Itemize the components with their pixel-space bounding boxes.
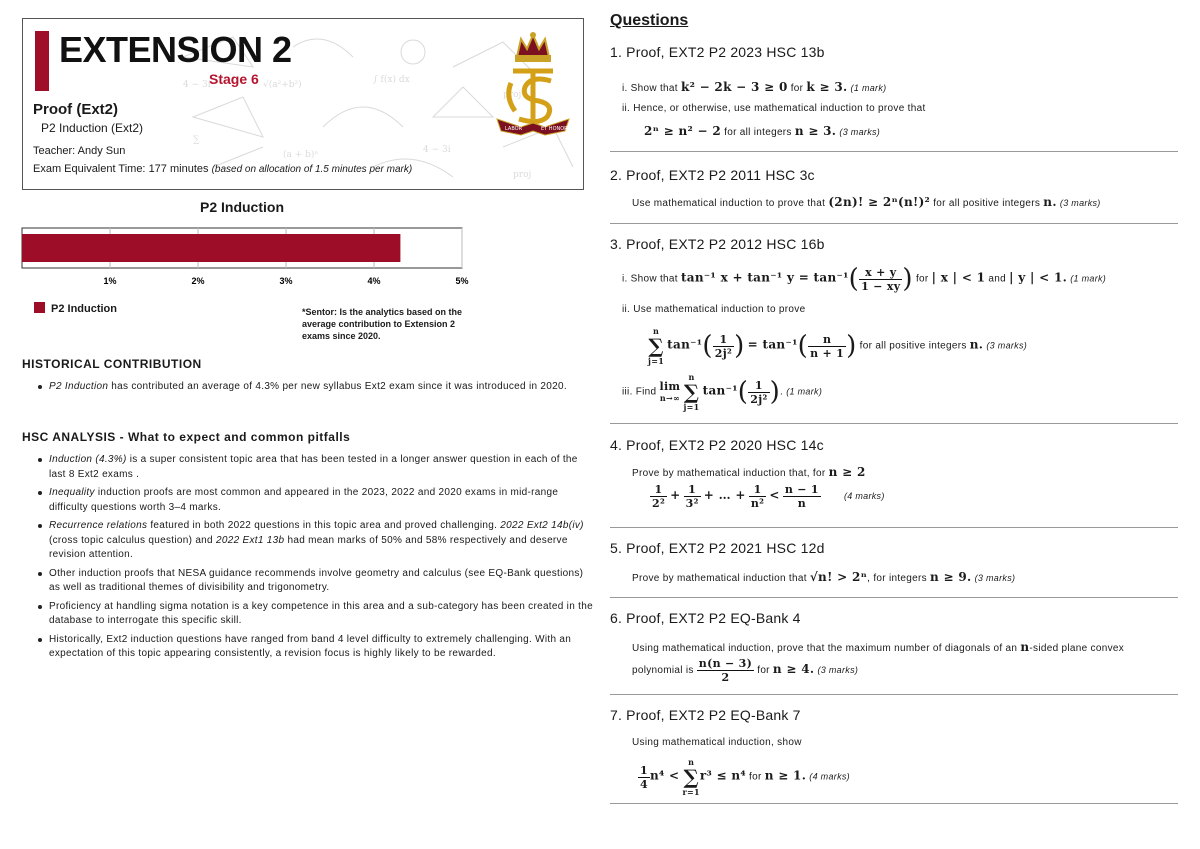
x-tick-label: 2% [191, 276, 205, 286]
crest-motto-right: ET HONOR [541, 126, 568, 132]
svg-text:proj: proj [513, 170, 532, 180]
svg-text:∫ f(x) dx: ∫ f(x) dx [373, 75, 410, 85]
svg-text:4 − 3i: 4 − 3i [423, 145, 451, 155]
question-statement: Using mathematical induction, prove that the maximum number of diagonals of an n-sided plane convex [632, 640, 1125, 654]
question-inequality: $\frac{1}{\text{2²}}$ + $\frac{1}{\text{3²}}$ + … + $\frac{1}{\text{n²}}$ < $\frac{n - 1}{n}$ (4 marks) [652, 483, 885, 510]
accent-bar [35, 31, 49, 91]
question-4 [610, 437, 1178, 528]
exam-time-line [33, 163, 412, 175]
list-item [36, 380, 588, 395]
question-6 [610, 610, 1178, 695]
hsc-analysis-heading: HSC ANALYSIS - What to expect and common pitfalls [22, 430, 351, 444]
legend-swatch [34, 302, 45, 313]
question-title: 5. Proof, EXT2 P2 2021 HSC 12d [610, 540, 825, 556]
chart-title: P2 Induction [200, 199, 284, 215]
x-tick-label: 1% [103, 276, 117, 286]
list-item: Proficiency at handling sigma notation is a key competence in this area and a sub-category has been created in the database to interrogate this specific skill. [36, 600, 596, 629]
historical-heading: HISTORICAL CONTRIBUTION [22, 357, 202, 371]
exam-time-note: (based on allocation of 1.5 minutes per mark) [211, 164, 413, 175]
question-5 [610, 540, 1178, 598]
question-part-i: i. Show that k² − 2k − 3 ≥ 0 for k ≥ 3. (1 mark) [622, 80, 887, 94]
svg-text:(a + b)ⁿ: (a + b)ⁿ [283, 150, 319, 160]
question-part-i: i. Show that tan⁻¹ x + tan⁻¹ y = tan⁻¹( $\frac{x + y}{1 - xy}$ ) for | x | < 1 and | y | < 1. (1 mark) [622, 264, 1107, 294]
list-item: Historically, Ext2 induction questions have ranged from band 4 level difficulty to extremely challenging. With an expectation of this topic appearing consistently, a revision focus is highly likely to be rewarded. [36, 633, 596, 662]
question-part-iii: iii. Find lim n→∞ n ∑ j=1 tan⁻¹( $\frac{1}{\text{2j²}}$ ). (1 mark) [622, 372, 823, 412]
exam-time-label: Exam Equivalent Time: [33, 163, 146, 175]
x-tick-label: 4% [367, 276, 381, 286]
hsc-analysis-list [36, 453, 596, 666]
x-tick-label: 3% [279, 276, 293, 286]
item-lead: P2 Induction [49, 381, 109, 392]
question-7 [610, 707, 1178, 804]
question-part-ii: ii. Use mathematical induction to prove [622, 304, 806, 315]
question-title: 6. Proof, EXT2 P2 EQ-Bank 4 [610, 610, 801, 626]
chart-legend [34, 302, 117, 315]
stage-label: Stage 6 [209, 71, 259, 87]
bar-p2-induction [22, 234, 400, 262]
header-card [22, 18, 584, 190]
question-title: 1. Proof, EXT2 P2 2023 HSC 13b [610, 44, 825, 60]
question-part-ii-statement: n ∑ j=1 tan⁻¹( $\frac{1}{\text{2j²}}$ ) = tan⁻¹( $\frac{n}{n + 1}$ ) for all positive integers n. (3 marks) [648, 326, 1028, 366]
question-part-ii: ii. Hence, or otherwise, use mathematical induction to prove that [622, 103, 926, 114]
chart-bars [22, 234, 400, 262]
question-title: 2. Proof, EXT2 P2 2011 HSC 3c [610, 167, 815, 183]
bar-chart [16, 222, 476, 292]
svg-text:√(a²+b²): √(a²+b²) [263, 80, 302, 90]
question-title: 3. Proof, EXT2 P2 2012 HSC 16b [610, 236, 825, 252]
question-statement: Prove by mathematical induction that, for n ≥ 2 [632, 465, 866, 479]
svg-text:proj: proj [503, 90, 522, 100]
question-statement: Using mathematical induction, show [632, 737, 802, 748]
list-item: Recurrence relations featured in both 2022 questions in this topic area and proved challenging. 2022 Ext2 14b(iv) (cross topic calculus question) and 2022 Ext1 13b had mean marks of 50% and 58% respectively and deserve revision attention. [36, 519, 596, 563]
teacher-line [33, 145, 125, 157]
topic-subtitle: P2 Induction (Ext2) [41, 121, 144, 135]
list-item: Inequality induction proofs are most common and appeared in the 2023, 2022 and 2020 exams in mid-range difficulty questions worth 3–4 marks. [36, 486, 596, 515]
question-3 [610, 236, 1178, 424]
question-part-ii-statement: 2ⁿ ≥ n² − 2 for all integers n ≥ 3. (3 marks) [644, 124, 881, 138]
questions-heading: Questions [610, 12, 689, 29]
school-crest-icon [491, 27, 575, 139]
teacher-name: Andy Sun [77, 145, 126, 157]
crest-motto-left: LABOR [505, 126, 523, 132]
chart-footnote: *Sentor: Is the analytics based on the average contribution to Extension 2 exams since 2020. [302, 307, 463, 341]
question-inequality: $\frac{1}{4}$ n⁴ < n ∑ r=1 r³ ≤ n⁴ for n ≥ 1. (4 marks) [640, 757, 850, 797]
item-text: has contributed an average of 4.3% per new syllabus Ext2 exam since it was introduced in 2020. [108, 381, 567, 392]
question-title: 7. Proof, EXT2 P2 EQ-Bank 7 [610, 707, 801, 723]
list-item: Other induction proofs that NESA guidance recommends involve geometry and calculus (see EQ-Bank questions) as well as traditional themes of divisibility and trigonometry. [36, 567, 596, 596]
svg-text:∑: ∑ [193, 135, 200, 145]
x-tick-label: 5% [455, 276, 469, 286]
question-2 [610, 167, 1178, 224]
question-statement: Prove by mathematical induction that √n! > 2ⁿ, for integers n ≥ 9. (3 marks) [632, 570, 1016, 584]
question-title: 4. Proof, EXT2 P2 2020 HSC 14c [610, 437, 824, 453]
page-title: EXTENSION 2 [59, 29, 292, 70]
crown-icon [515, 32, 551, 62]
question-1 [610, 44, 1178, 152]
question-statement-cont: polynomial is $\frac{n(n - 3)}{2}$ for n ≥ 4. (3 marks) [632, 657, 859, 684]
question-statement: Use mathematical induction to prove that (2n)! ≥ 2ⁿ(n!)² for all positive integers n. (3 marks) [632, 195, 1101, 209]
list-item: Induction (4.3%) is a super consistent topic area that has been tested in a longer answer question in each of the last 8 Ext2 exams . [36, 453, 596, 482]
exam-time-value: 177 minutes [148, 163, 209, 175]
historical-list [36, 380, 588, 399]
teacher-label: Teacher: [33, 145, 76, 157]
legend-label: P2 Induction [51, 303, 117, 315]
svg-text:4 − 3i: 4 − 3i [183, 80, 211, 90]
chart-tick-labels [103, 276, 468, 286]
topic-title: Proof (Ext2) [33, 101, 119, 118]
